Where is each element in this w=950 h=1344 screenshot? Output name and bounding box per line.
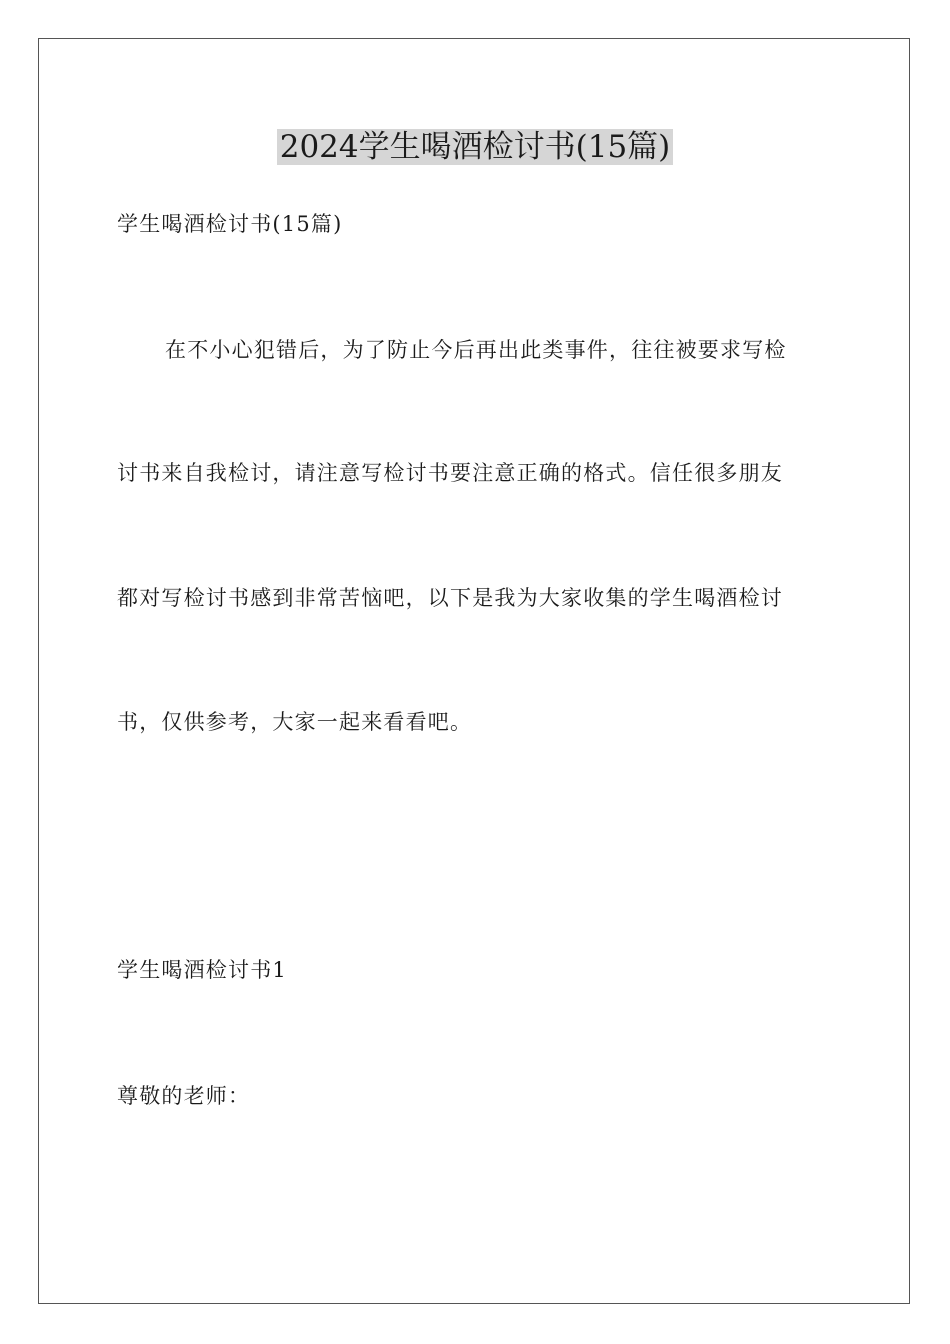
document-title — [0, 127, 950, 167]
salutation: 尊敬的老师： — [117, 1084, 251, 1108]
document-title-text: 2024学生喝酒检讨书(15篇) — [277, 129, 674, 165]
intro-line-4: 书，仅供参考，大家一起来看看吧。 — [117, 710, 473, 734]
intro-line-2: 讨书来自我检讨，请注意写检讨书要注意正确的格式。信任很多朋友 — [117, 461, 783, 485]
intro-line-1: 在不小心犯错后，为了防止今后再出此类事件，往往被要求写检 — [165, 338, 787, 362]
intro-line-3: 都对写检讨书感到非常苦恼吧，以下是我为大家收集的学生喝酒检讨 — [117, 586, 783, 610]
section-heading: 学生喝酒检讨书1 — [117, 958, 287, 982]
document-subtitle: 学生喝酒检讨书(15篇) — [117, 212, 343, 236]
